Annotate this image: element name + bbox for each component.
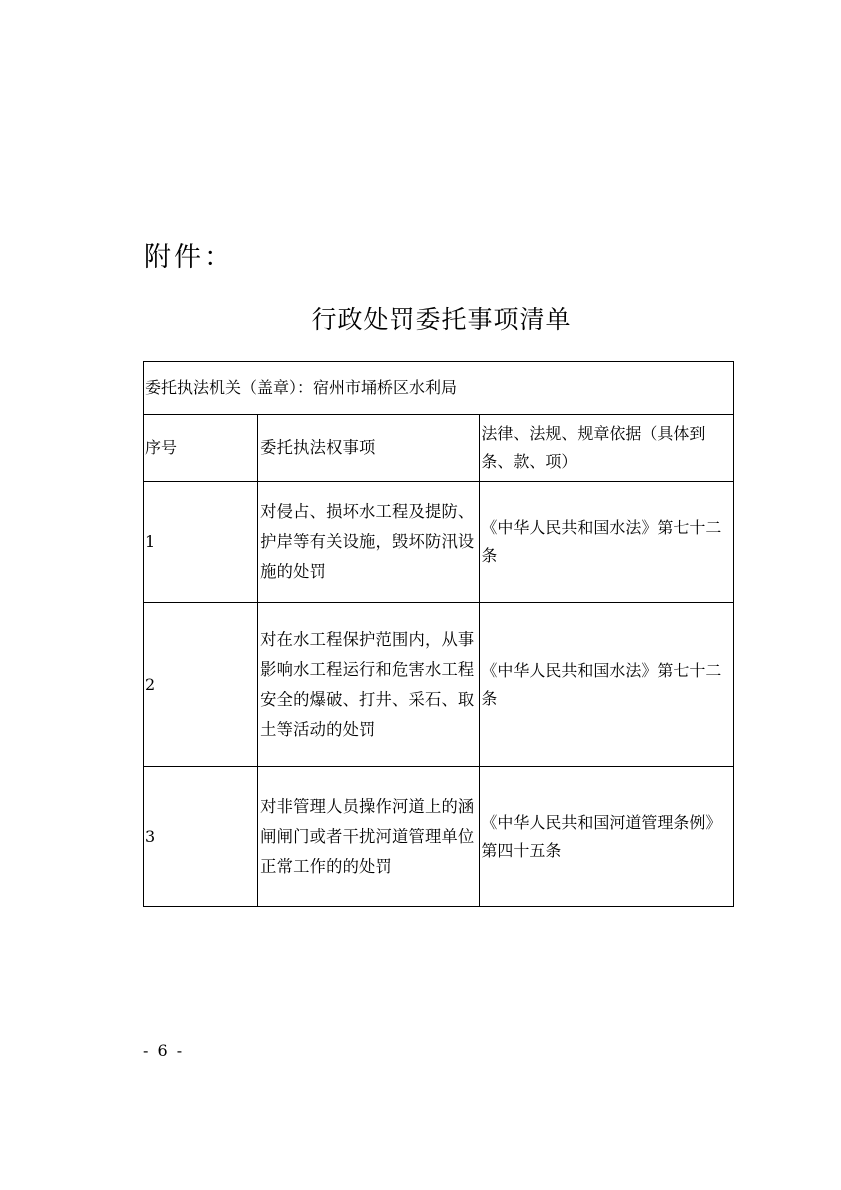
row-item: 对在水工程保护范围内，从事影响水工程运行和危害水工程安全的爆破、打井、采石、取土等活动的处罚 bbox=[258, 603, 480, 767]
row-basis: 《中华人民共和国水法》第七十二条 bbox=[480, 482, 734, 603]
row-basis: 《中华人民共和国河道管理条例》第四十五条 bbox=[480, 767, 734, 907]
authority-cell: 委托执法机关（盖章）：宿州市埇桥区水利局 bbox=[144, 362, 734, 415]
row-seq: 3 bbox=[144, 767, 258, 907]
page-number: - 6 - bbox=[143, 1041, 185, 1060]
table-row bbox=[144, 482, 734, 603]
row-seq: 1 bbox=[144, 482, 258, 603]
table-row bbox=[144, 603, 734, 767]
table-row bbox=[144, 767, 734, 907]
row-item: 对侵占、损坏水工程及提防、护岸等有关设施，毁坏防汛设施的处罚 bbox=[258, 482, 480, 603]
header-basis: 法律、法规、规章依据（具体到条、款、项） bbox=[480, 415, 734, 482]
header-seq: 序号 bbox=[144, 415, 258, 482]
row-seq: 2 bbox=[144, 603, 258, 767]
header-item: 委托执法权事项 bbox=[258, 415, 480, 482]
attachment-label: 附件： bbox=[144, 242, 234, 273]
row-item: 对非管理人员操作河道上的涵闸闸门或者干扰河道管理单位正常工作的的处罚 bbox=[258, 767, 480, 907]
row-basis: 《中华人民共和国水法》第七十二条 bbox=[480, 603, 734, 767]
delegation-items-table bbox=[143, 361, 734, 907]
document-title: 行政处罚委托事项清单 bbox=[311, 305, 572, 334]
column-header-row bbox=[144, 415, 734, 482]
authority-row bbox=[144, 362, 734, 415]
